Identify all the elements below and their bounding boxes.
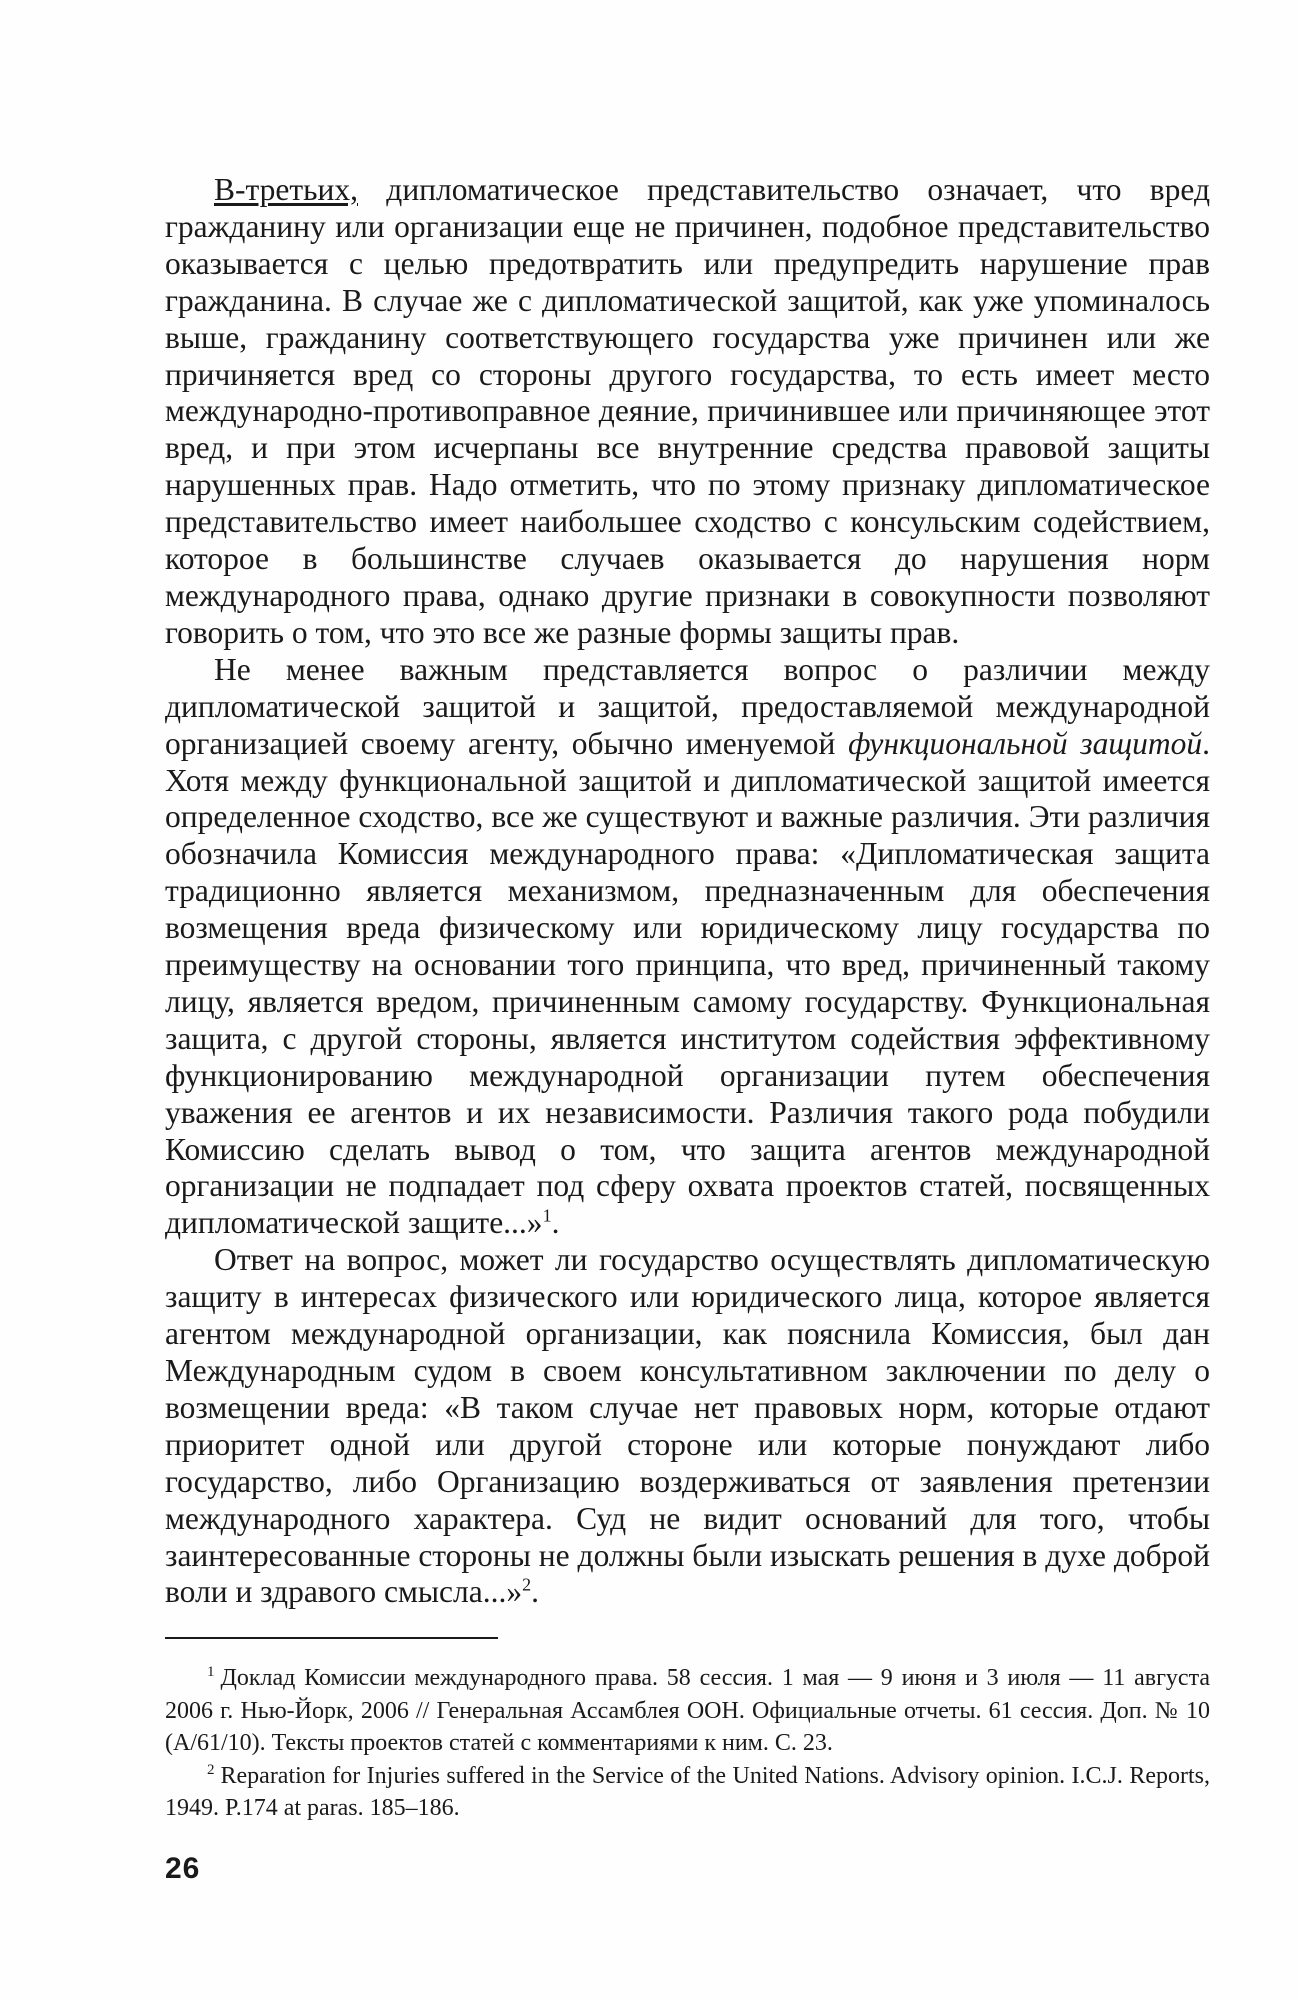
paragraph-2-end: . <box>551 1205 560 1241</box>
paragraph-2-before: Не менее важным представляется вопрос о различии между дипломатической защитой и защитой, предоставляемой международной организацией своему агенту, обычно именуемой <box>165 651 1210 761</box>
main-text <box>165 172 1210 1611</box>
footnote-1-mark: 1 <box>207 1664 215 1680</box>
footnote-ref-1[interactable]: 1 <box>542 1205 552 1226</box>
paragraph-3-end: . <box>531 1574 539 1610</box>
footnote-divider <box>165 1637 498 1639</box>
footnote-2 <box>165 1760 1210 1825</box>
footnote-1-text: Доклад Комиссии международного права. 58 сессия. 1 мая — 9 июня и 3 июля — 11 августа 2006 г. Нью-Йорк, 2006 // Генеральная Ассамблея ООН. Официальные отчеты. 61 сессия. Доп. № 10 (A/61/10). Тексты проектов статей с комментариями к ним. С. 23. <box>165 1665 1210 1756</box>
paragraph-2 <box>165 652 1210 1243</box>
footnote-2-text: Reparation for Injuries suffered in the Service of the United Nations. Advisory opinion. I.C.J. Reports, 1949. P.174 at paras. 185–186. <box>165 1762 1210 1821</box>
paragraph-1 <box>165 172 1210 652</box>
page-number: 26 <box>165 1852 201 1885</box>
paragraph-3-text: Ответ на вопрос, может ли государство осуществлять дипломатическую защиту в интересах физического или юридического лица, которое является агентом международной организации, как пояснила Комиссия, был дан Международным судом в своем консультативном заключении по делу о возмещении вреда: «В таком случае нет правовых норм, которые отдают приоритет одной или другой стороне или которые понуждают либо государство, либо Организацию воздерживаться от заявления претензии международного характера. Суд не видит оснований для того, чтобы заинтересованные стороны не должны были изыскать решения в духе доброй воли и здравого смысла...» <box>165 1242 1210 1610</box>
paragraph-1-lead: В-третьих, <box>214 172 358 207</box>
paragraph-1-text: дипломатическое представительство означает, что вред гражданину или организации еще не причинен, подобное представительство оказывается с целью предотвратить или предупредить нарушение прав гражданина. В случае же с дипломатической защитой, как уже упоминалось выше, гражданину соответствующего государства уже причинен или же причиняется вред со стороны другого государства, то есть имеет место международно-противоправное деяние, причинившее или причиняющее этот вред, и при этом исчерпаны все внутренние средства правовой защиты нарушенных прав. Надо отметить, что по этому признаку дипломатическое представительство имеет наибольшее сходство с консульским содействием, которое в большинстве случаев оказывается до нарушения норм международного права, однако другие признаки в совокупности позволяют говорить о том, что это все же разные формы защиты прав. <box>165 172 1210 650</box>
paragraph-3 <box>165 1242 1210 1611</box>
paragraph-2-italic-term: функциональной защитой <box>848 725 1203 761</box>
footnote-ref-2[interactable]: 2 <box>522 1574 532 1595</box>
footnotes <box>165 1662 1210 1825</box>
paragraph-2-after: . Хотя между функциональной защитой и дипломатической защитой имеется определенное сходство, все же существуют и важные различия. Эти различия обозначила Комиссия международного права: «Дипломатическая защита традиционно является механизмом, предназначенным для обеспечения возмещения вреда физическому или юридическому лицу государства по преимуществу на основании того принципа, что вред, причиненный такому лицу, является вредом, причиненным самому государству. Функциональная защита, с другой стороны, является институтом содействия эффективному функционированию международной организации путем обеспечения уважения ее агентов и их независимости. Различия такого рода побудили Комиссию сделать вывод о том, что защита агентов международной организации не подпадает под сферу охвата проектов статей, посвященных дипломатической защите...» <box>165 725 1210 1241</box>
footnote-1 <box>165 1662 1210 1760</box>
footnote-2-mark: 2 <box>207 1761 215 1778</box>
